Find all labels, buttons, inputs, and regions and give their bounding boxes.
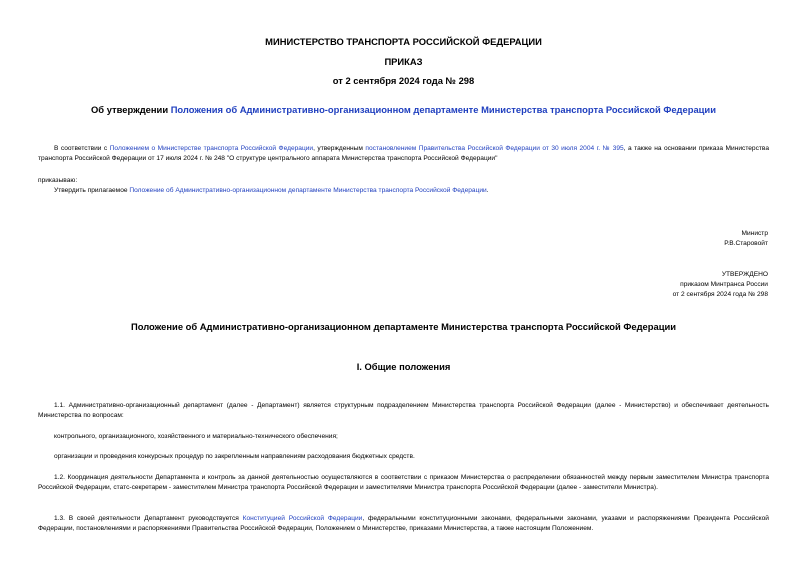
regulation-title: Положение об Административно-организационном департаменте Министерства транспорта Российской Федерации [130, 321, 676, 332]
order-paragraph [38, 186, 769, 196]
paragraph-1-1-a: контрольного, организационного, хозяйственного и материально-технического обеспечения; [54, 433, 338, 440]
ministry-heading: МИНИСТЕРСТВО ТРАНСПОРТА РОССИЙСКОЙ ФЕДЕРАЦИИ [265, 36, 542, 47]
signature-name: Р.В.Старовойт [724, 240, 768, 247]
preamble-text-2: , утвержденным [313, 145, 366, 152]
constitution-link[interactable]: Конституцией Российской Федерации [242, 515, 363, 522]
paragraph-1-3-text-2: , федеральными конституционными законами, федеральными законами, указами и распоряжениями Президента Российской Федерации, постановлениями и распоряжениями Правительства Российской Федерации, Положением о Министерстве, приказами Министерства, а также настоящим Положением. [38, 515, 769, 532]
order-text-2: . [486, 187, 489, 194]
preamble-paragraph [38, 144, 769, 163]
paragraph-1-2: 1.2. Координация деятельности Департамента и контроль за данной деятельностью осуществляются в соответствии с приказом Министерства о распределении обязанностей между первым заместителем Министра транспорта Российской Федерации, статс-секретарем - заместителем Министра транспорта Российской Федерации и заместителями Министра транспорта Российской Федерации (далее - заместители Министра). [38, 474, 769, 491]
ministry-regulation-link[interactable]: Положением о Министерстве транспорта Российской Федерации [109, 145, 314, 152]
paragraph-1-3-text-1: 1.3. В своей деятельности Департамент руководствуется [54, 515, 243, 522]
paragraph-1-1-b: организации и проведения конкурсных процедур по закрепленным направлениям расходования бюджетных средств. [54, 453, 415, 460]
regulation-link[interactable]: Положение об Административно-организационном департаменте Министерства транспорта Российской Федерации [129, 187, 487, 194]
order-text-1: Утвердить прилагаемое [54, 187, 130, 194]
approval-stamp [673, 270, 768, 300]
approval-line-1: УТВЕРЖДЕНО [721, 271, 768, 278]
doc-title [0, 104, 807, 115]
doc-title-prefix: Об утверждении [91, 104, 171, 115]
government-decree-link[interactable]: постановлением Правительства Российской Федерации от 30 июля 2004 г. № 395 [365, 145, 624, 152]
signature-position: Министр [741, 230, 768, 237]
preamble-text-1: В соответствии с [54, 145, 110, 152]
order-word: приказываю: [38, 177, 78, 184]
regulation-title-link[interactable]: Положения об Административно-организационном департаменте Министерства транспорта Российской Федерации [170, 104, 716, 115]
preamble-text-3: , а также на основании приказа Министерства транспорта Российской Федерации от 17 июля 2024 г. № 248 "О структуре центрального аппарата Министерства транспорта Российской Федерации" [38, 145, 770, 162]
section-heading: I. Общие положения [356, 361, 451, 372]
doc-date-number: от 2 сентября 2024 года № 298 [332, 75, 475, 86]
approval-line-3: от 2 сентября 2024 года № 298 [672, 291, 768, 298]
signature-block [724, 229, 768, 249]
paragraph-1-3 [38, 514, 769, 533]
approval-line-2: приказом Минтранса России [680, 281, 768, 288]
doc-type-heading: ПРИКАЗ [384, 56, 423, 67]
paragraph-1-1: 1.1. Административно-организационный департамент (далее - Департамент) является структурным подразделением Министерства транспорта Российской Федерации (далее - Министерство) и обеспечивает деятельность Министерства по вопросам: [38, 402, 769, 419]
